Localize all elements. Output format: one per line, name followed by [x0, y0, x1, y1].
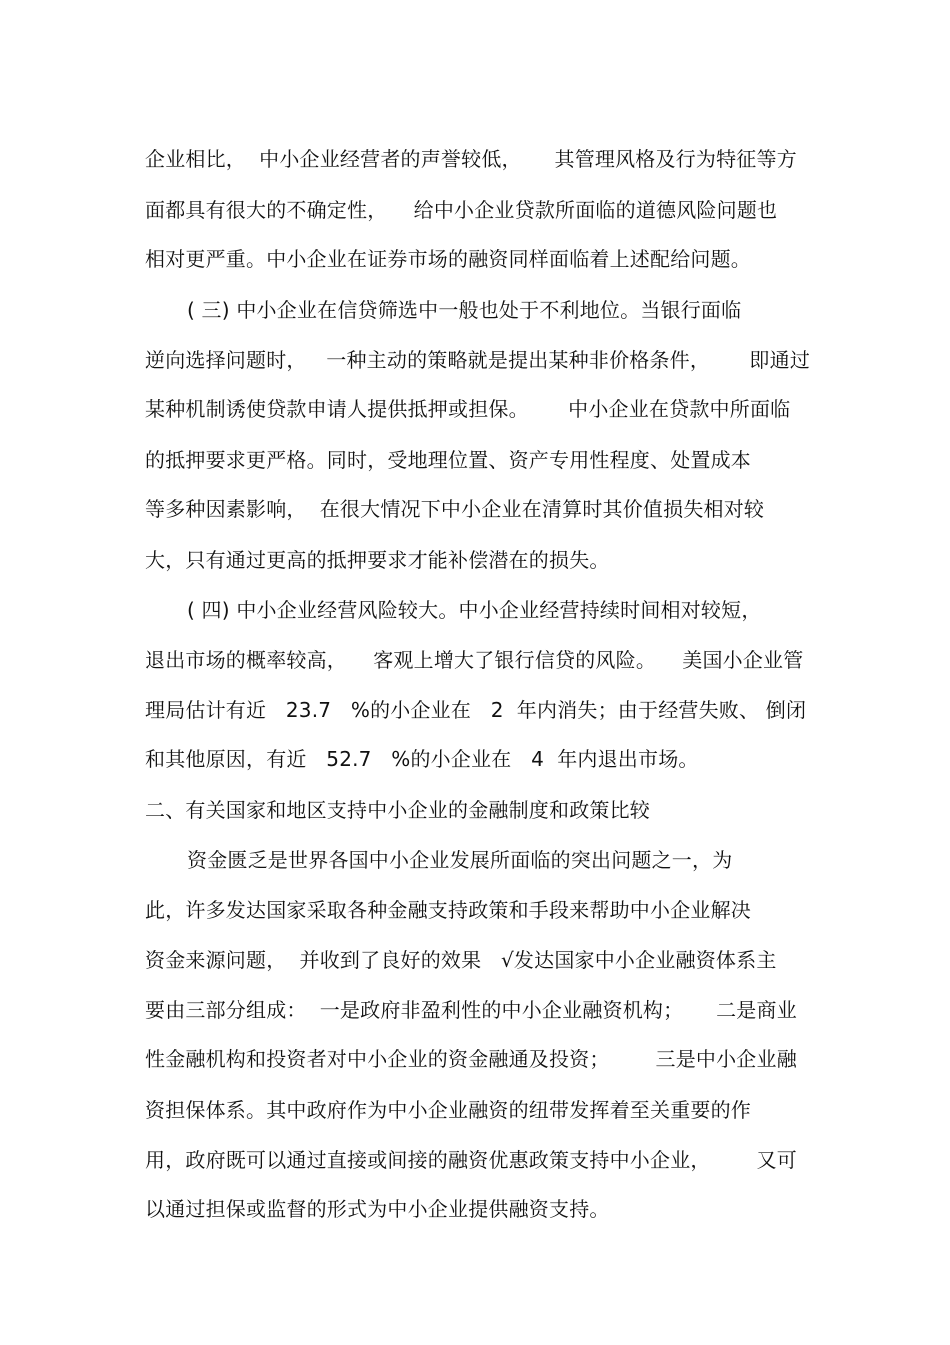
text-line-9: 大，只有通过更高的抵押要求才能补偿潜在的损失。: [145, 548, 610, 572]
text-line-18: 要由三部分组成： 一是政府非盈利性的中小企业融资机构； 二是商业: [145, 998, 797, 1022]
text-line-19: 性金融机构和投资者对中小企业的资金融通及投资； 三是中小企业融: [145, 1047, 797, 1071]
text-line-17: 资金来源问题， 并收到了良好的效果 √发达国家中小企业融资体系主: [145, 948, 777, 972]
paragraph-4-heading-line: ( 四) 中小企业经营风险较大。中小企业经营持续时间相对较短，: [187, 598, 762, 622]
text-line-5: 逆向选择问题时， 一种主动的策略就是提出某种非价格条件， 即通过: [145, 348, 811, 372]
text-line-21: 用，政府既可以通过直接或间接的融资优惠政策支持中小企业， 又可: [145, 1148, 797, 1172]
text-line-15: 资金匮乏是世界各国中小企业发展所面临的突出问题之一，为: [187, 848, 733, 872]
text-line-7: 的抵押要求更严格。同时，受地理位置、资产专用性程度、处置成本: [145, 448, 751, 472]
text-line-6: 某种机制诱使贷款申请人提供抵押或担保。 中小企业在贷款中所面临: [145, 397, 791, 421]
text-line-13: 和其他原因，有近 52.7 %的小企业在 4 年内退出市场。: [145, 747, 699, 771]
text-line-12: 理局估计有近 23.7 %的小企业在 2 年内消失；由于经营失败、 倒闭: [145, 698, 807, 722]
text-line-22: 以通过担保或监督的形式为中小企业提供融资支持。: [145, 1197, 610, 1221]
text-line-3: 相对更严重。中小企业在证券市场的融资同样面临着上述配给问题。: [145, 247, 751, 271]
section-heading: 二、有关国家和地区支持中小企业的金融制度和政策比较: [145, 798, 650, 822]
text-line-8: 等多种因素影响， 在很大情况下中小企业在清算时其价值损失相对较: [145, 497, 765, 521]
text-line-1: 企业相比， 中小企业经营者的声誉较低， 其管理风格及行为特征等方: [145, 147, 797, 171]
text-line-20: 资担保体系。其中政府作为中小企业融资的纽带发挥着至关重要的作: [145, 1098, 751, 1122]
paragraph-3-heading-line: ( 三) 中小企业在信贷筛选中一般也处于不利地位。当银行面临: [187, 298, 742, 322]
text-line-11: 退出市场的概率较高， 客观上增大了银行信贷的风险。 美国小企业管: [145, 648, 804, 672]
text-line-16: 此，许多发达国家采取各种金融支持政策和手段来帮助中小企业解决: [145, 898, 751, 922]
text-line-2: 面都具有很大的不确定性， 给中小企业贷款所面临的道德风险问题也: [145, 198, 778, 222]
